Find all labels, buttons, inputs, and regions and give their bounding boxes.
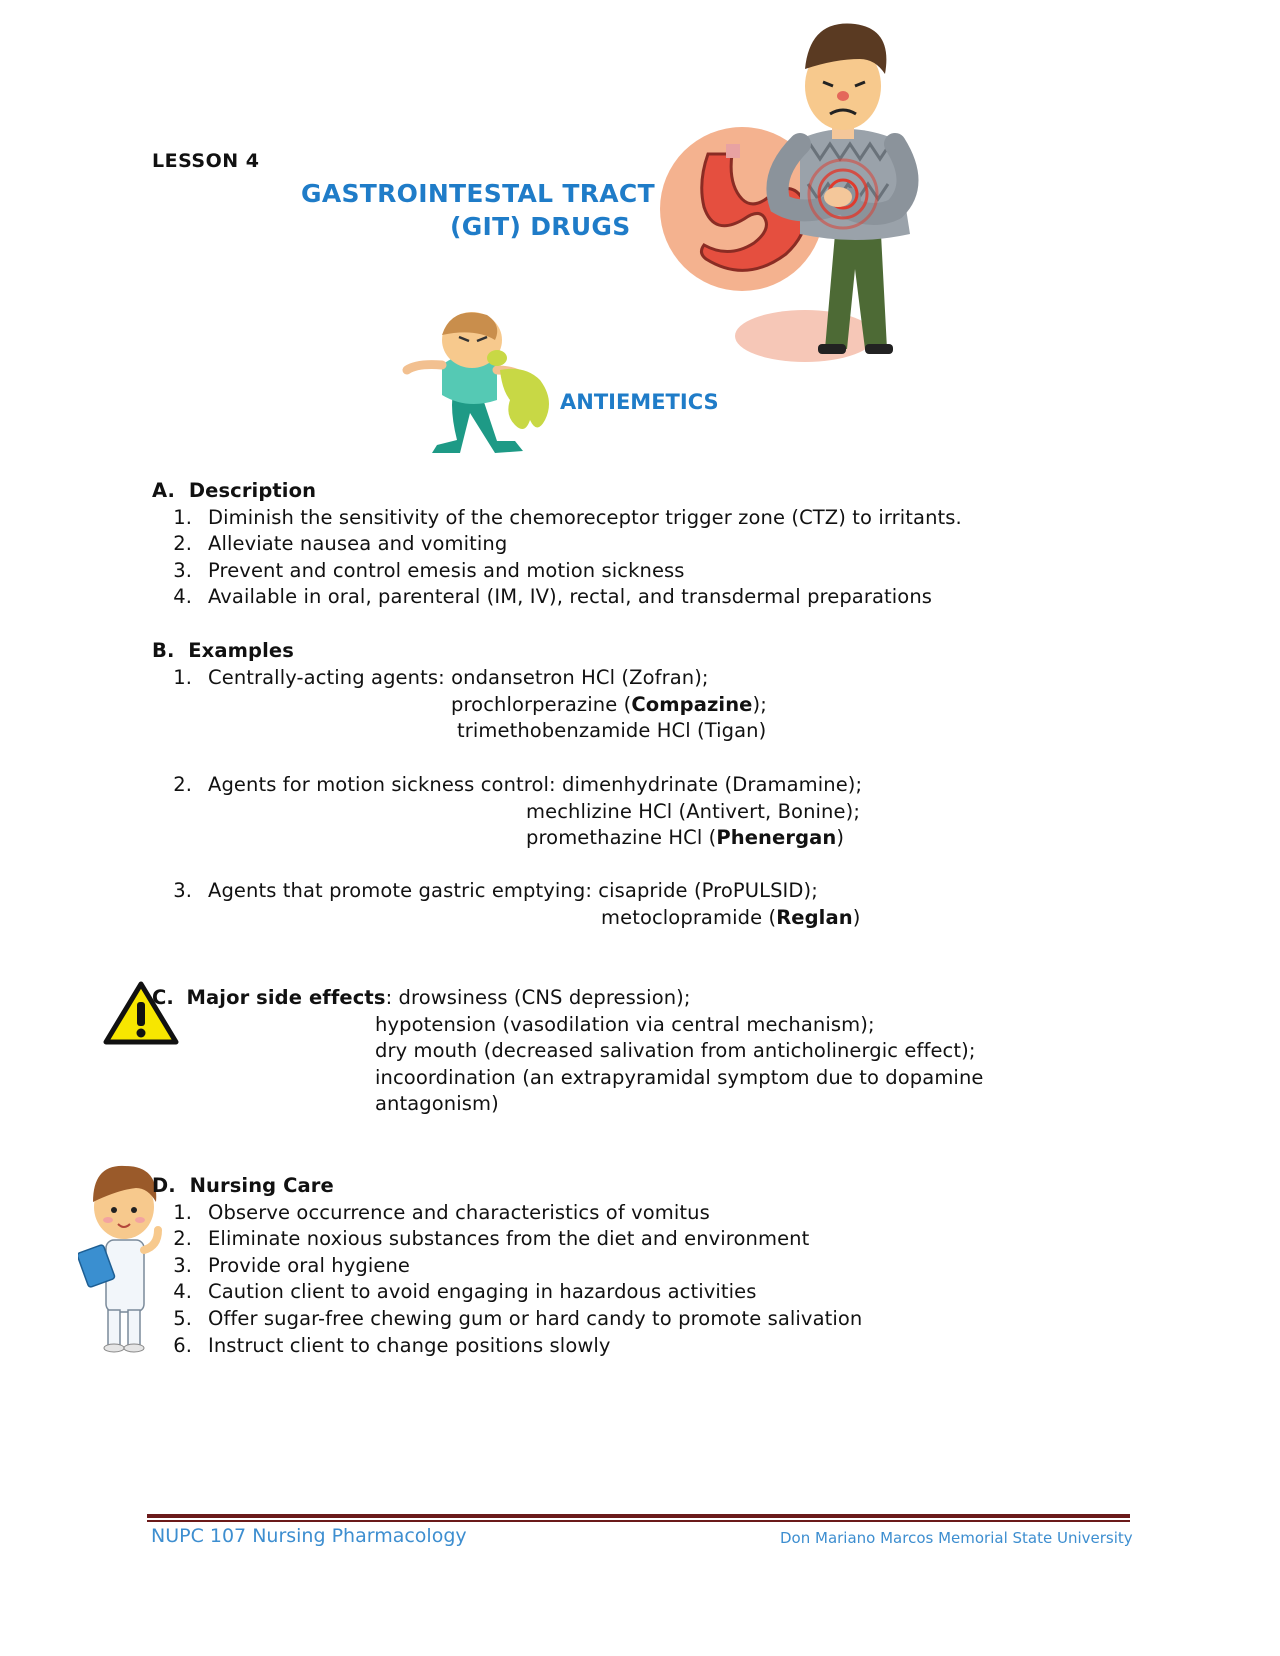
- example-3-lead: Agents that promote gastric emptying: cisapride (ProPULSID);: [208, 879, 818, 902]
- list-item-text: Caution client to avoid engaging in hazardous activities: [208, 1280, 757, 1304]
- example-1-line2c: );: [752, 692, 767, 716]
- example-1-lead: Centrally-acting agents: ondansetron HCl (Zofran);: [208, 666, 709, 689]
- list-item-text: Diminish the sensitivity of the chemoreceptor trigger zone (CTZ) to irritants.: [208, 505, 962, 529]
- stomach-ache-illustration: [660, 14, 1020, 379]
- list-item: 4. Available in oral, parenteral (IM, IV), rectal, and transdermal preparations: [173, 585, 933, 609]
- description-section: [152, 478, 962, 611]
- page-title-line2: (GIT) DRUGS: [450, 212, 631, 241]
- example-2-line2: mechlizine HCl (Antivert, Bonine);: [526, 799, 860, 823]
- list-item-text: Prevent and control emesis and motion sickness: [208, 558, 685, 582]
- example-2-line3b: Phenergan: [716, 826, 837, 850]
- vomiting-person-illustration: [402, 310, 582, 460]
- list-item: 6. Instruct client to change positions slowly: [173, 1333, 611, 1357]
- examples-label: B.: [152, 639, 175, 662]
- description-heading: [152, 478, 962, 505]
- list-item-text: Available in oral, parenteral (IM, IV), rectal, and transdermal preparations: [208, 585, 933, 609]
- lesson-label: LESSON 4: [152, 150, 260, 172]
- example-2-line3a: promethazine HCl (: [526, 826, 717, 850]
- side-effect-line: hypotension (vasodilation via central mechanism);: [375, 1012, 875, 1036]
- example-2-lead: Agents for motion sickness control: dimenhydrinate (Dramamine);: [208, 773, 863, 796]
- side-effects-label: C.: [152, 986, 174, 1009]
- list-item: 2. Alleviate nausea and vomiting: [173, 532, 508, 556]
- side-effect-line: incoordination (an extrapyramidal symptom due to dopamine: [375, 1065, 984, 1089]
- side-effects-section: [152, 985, 984, 1118]
- example-3-line2a: metoclopramide (: [601, 905, 777, 929]
- example-1-number: 1.: [173, 666, 192, 689]
- list-item: 3. Prevent and control emesis and motion sickness: [173, 558, 685, 582]
- example-2-number: 2.: [173, 773, 192, 796]
- nursing-care-title: Nursing Care: [189, 1174, 334, 1197]
- example-1-line3: trimethobenzamide HCl (Tigan): [457, 719, 767, 743]
- list-item-text: Provide oral hygiene: [208, 1253, 411, 1277]
- example-2-line3c: ): [836, 826, 845, 850]
- footer-course: NUPC 107 Nursing Pharmacology: [151, 1525, 467, 1547]
- side-effects-first: : drowsiness (CNS depression);: [385, 986, 691, 1009]
- example-3: [152, 878, 860, 931]
- list-item: 5. Offer sugar-free chewing gum or hard candy to promote salivation: [173, 1306, 863, 1330]
- example-1-line2a: prochlorperazine (: [451, 692, 632, 716]
- list-item: 1. Diminish the sensitivity of the chemoreceptor trigger zone (CTZ) to irritants.: [173, 505, 962, 529]
- side-effect-line: dry mouth (decreased salivation from anticholinergic effect);: [375, 1039, 976, 1063]
- page-title-line1: GASTROINTESTAL TRACT: [301, 179, 655, 208]
- nursing-care-heading: [152, 1173, 862, 1200]
- example-1: [152, 665, 767, 745]
- list-item: 3. Provide oral hygiene: [173, 1253, 411, 1277]
- example-3-line2b: Reglan: [776, 905, 853, 929]
- side-effect-line: antagonism): [375, 1092, 499, 1116]
- nursing-care-section: [152, 1173, 862, 1359]
- list-item-text: Observe occurrence and characteristics of vomitus: [208, 1200, 710, 1224]
- examples-heading: [152, 638, 294, 665]
- list-item-text: Alleviate nausea and vomiting: [208, 532, 508, 556]
- description-label: A.: [152, 479, 176, 502]
- nursing-care-label: D.: [152, 1174, 176, 1197]
- example-3-number: 3.: [173, 879, 192, 902]
- side-effects-title: Major side effects: [186, 986, 386, 1009]
- list-item-text: Instruct client to change positions slowly: [208, 1333, 611, 1357]
- list-item-text: Eliminate noxious substances from the diet and environment: [208, 1227, 810, 1251]
- description-title: Description: [188, 479, 317, 502]
- list-item-text: Offer sugar-free chewing gum or hard candy to promote salivation: [208, 1306, 863, 1330]
- list-item: 4. Caution client to avoid engaging in hazardous activities: [173, 1280, 757, 1304]
- list-item: 1. Observe occurrence and characteristics of vomitus: [173, 1200, 710, 1224]
- footer-rule: [147, 1514, 1130, 1518]
- footer-university: Don Mariano Marcos Memorial State University: [780, 1529, 1133, 1547]
- example-3-line2c: ): [852, 905, 861, 929]
- section-heading-antiemetics: ANTIEMETICS: [560, 390, 719, 414]
- example-2: [152, 772, 862, 852]
- footer-rule-thin: [147, 1520, 1130, 1522]
- example-1-line2b: Compazine: [631, 692, 753, 716]
- examples-title: Examples: [188, 639, 294, 662]
- list-item: 2. Eliminate noxious substances from the diet and environment: [173, 1227, 810, 1251]
